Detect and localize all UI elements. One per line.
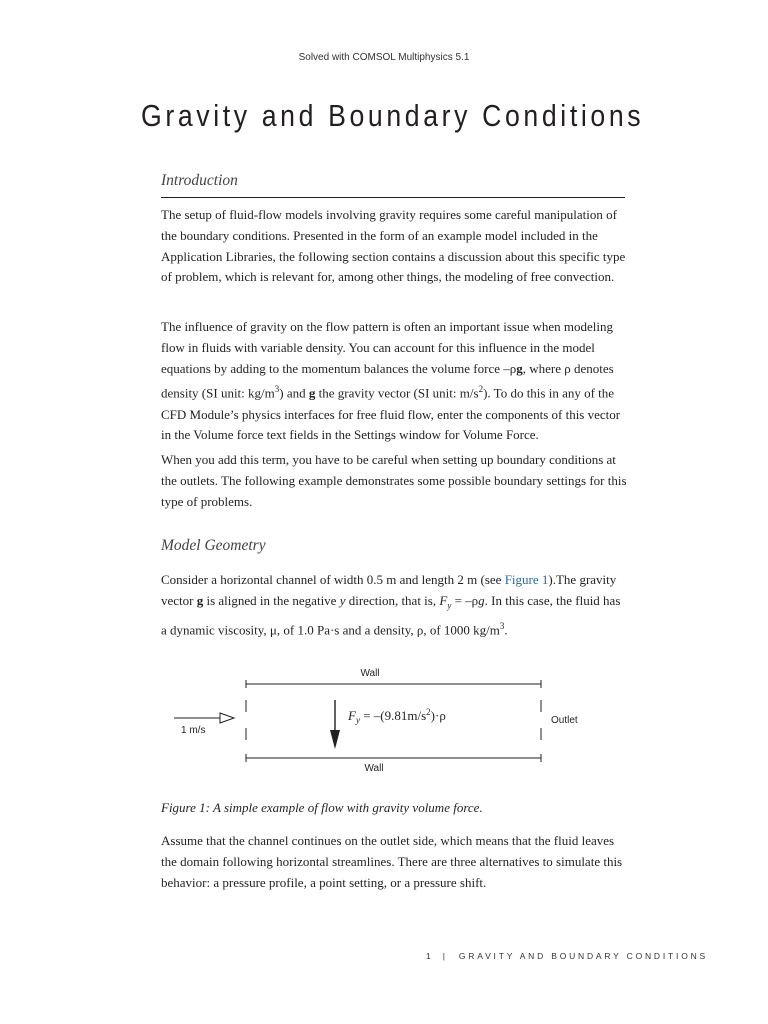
model-geometry-heading: Model Geometry — [161, 537, 266, 554]
intro-paragraph-1: The setup of fluid-flow models involving gravity requires some careful manipulation of the boundary conditions. Presented in the form of an example model included in the Application Libraries, the following section contains a discussion about this specific type of problem, which is relevant for, among other things, the modeling of free convection. — [161, 207, 626, 285]
page-footer — [426, 951, 708, 961]
geometry-paragraph: Consider a horizontal channel of width 0.5 m and length 2 m (see Figure 1).The gravity vector g is aligned in the negative y direction, that is, $F_y = -\rho g$. In this case, the fluid has a dynamic viscosity, μ, of 1.0 Pa·s and a density, ρ, of 1000 $kg/m^3$. — [161, 572, 621, 638]
inlet-velocity-label: 1 m/s — [181, 725, 206, 736]
channel-diagram — [160, 660, 600, 780]
inlet-arrow-icon — [174, 713, 234, 723]
figure-caption: Figure 1: A simple example of flow with gravity volume force. — [161, 800, 483, 815]
closing-paragraph: Assume that the channel continues on the outlet side, which means that the fluid leaves the domain following horizontal streamlines. There are three alternatives to simulate this behavior: a pressure profile, a point setting, or a pressure shift. — [161, 833, 623, 890]
figure-1-link[interactable]: Figure 1 — [504, 572, 549, 587]
intro-paragraph-3: When you add this term, you have to be careful when setting up boundary conditions at the outlets. The following example demonstrates some possible boundary settings for this type of problems. — [161, 452, 627, 509]
section-rule — [161, 197, 625, 198]
gravity-force-equation: $F_y = -(9.81m/s^2)\cdot\rho$ — [348, 707, 446, 725]
footer-section-title: GRAVITY AND BOUNDARY CONDITIONS — [458, 951, 709, 961]
gravity-arrow-icon — [330, 700, 340, 749]
footer-separator: | — [442, 951, 448, 961]
introduction-heading: Introduction — [161, 172, 238, 189]
page-number: 1 — [426, 951, 434, 961]
wall-bottom-label: Wall — [364, 763, 384, 774]
intro-paragraph-2: The influence of gravity on the flow pattern is often an important issue when modeling flow in fluids with variable density. You can account for this influence in the model equations by adding to the momentum balances the volume force –ρg, where ρ denotes density (SI unit: $kg/m^3$) and g the gravity vector (SI unit: $m/s^2$). To do this in any of the CFD Module’s physics interfaces for free fluid flow, enter the components of this vector in the Volume force text fields in the Settings window for Volume Force. — [161, 319, 621, 443]
outlet-label: Outlet — [551, 715, 578, 726]
wall-top-label: Wall — [360, 668, 380, 679]
running-head: Solved with COMSOL Multiphysics 5.1 — [298, 52, 470, 63]
page-title: Gravity and Boundary Conditions — [141, 98, 645, 133]
